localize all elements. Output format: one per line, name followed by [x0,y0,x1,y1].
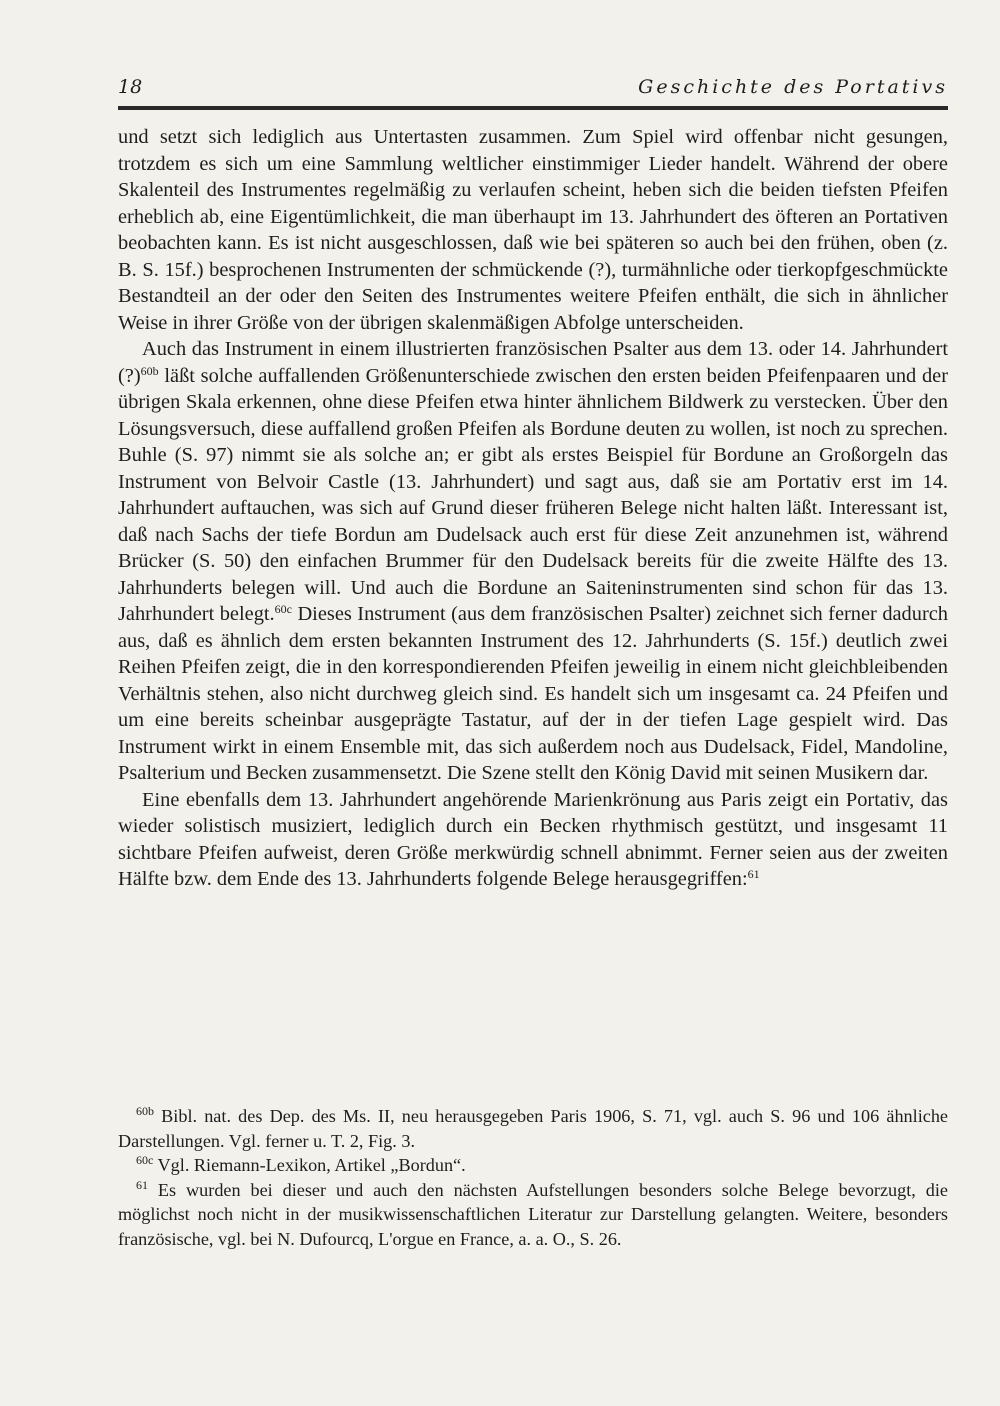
paragraph-1 [118,124,948,336]
footnote-60c [118,1153,948,1178]
paragraph-1-text: und setzt sich lediglich aus Untertasten zusammen. Zum Spiel wird offenbar nicht gesungen, trotzdem es sich um eine Sammlung weltlicher einstimmiger Lieder handelt. Während der obere Skalenteil des Instrumentes regelmäßig zu verlaufen scheint, heben sich die beiden tiefsten Pfeifen erheblich ab, eine Eigentümlichkeit, die man überhaupt im 13. Jahrhundert des öfteren an Portativen beobachten kann. Es ist nicht ausgeschlossen, daß wie bei späteren so auch bei den frühen, oben (z. B. S. 15f.) besprochenen Instrumenten der schmückende (?), turmähnliche oder tierkopfgeschmückte Bestandteil an der oder den Seiten des Instrumentes weitere Pfeifen enthält, die sich in ähnlicher Weise in ihrer Größe von der übrigen skalenmäßigen Abfolge unterscheiden. [118,126,948,334]
footnote-mark: 60b [136,1104,154,1118]
paragraph-2 [118,336,948,787]
footnote-mark: 60c [136,1153,154,1167]
footnote-text: Es wurden bei dieser und auch den nächsten Aufstellungen besonders solche Belege bevorzugt, die möglichst noch nicht in der musikwissenschaftlichen Literatur zur Darstellung gelangten. Weitere, besonders französische, vgl. bei N. Dufourcq, L'orgue en France, a. a. O., S. 26. [118,1179,948,1249]
footnote-61 [118,1178,948,1252]
paragraph-3-text: Eine ebenfalls dem 13. Jahrhundert angehörende Marienkrönung aus Paris zeigt ein Portativ, das wieder solistisch musiziert, lediglich durch ein Becken rhythmisch gestützt, und insgesamt 11 sichtbare Pfeifen aufweist, deren Größe merkwürdig schnell abnimmt. Ferner seien aus der zweiten Hälfte bzw. dem Ende des 13. Jahrhunderts folgende Belege herausgegriffen: [118,788,948,890]
footnote-ref-60b[interactable]: 60b [140,363,159,378]
paragraph-2-text-a: Auch das Instrument in einem illustrierten französischen Psalter aus dem 13. oder 14. Jahrhundert (?) [118,338,948,387]
footnote-60b [118,1104,948,1153]
page-header [118,76,948,102]
paragraph-2-text-c: Dieses Instrument (aus dem französischen Psalter) zeichnet sich ferner dadurch aus, daß es ähnlich dem ersten bekannten Instrument des 12. Jahrhunderts (S. 15f.) deutlich zwei Reihen Pfeifen zeigt, die in den korrespondierenden Pfeifen jeweilig in einem nicht gleichbleibenden Verhältnis stehen, also nicht durchweg gleich sind. Es handelt sich um insgesamt ca. 24 Pfeifen und um eine bereits scheinbar ausgeprägte Tastatur, auf der in der tiefen Lage gespielt wird. Das Instrument wirkt in einem Ensemble mit, das sich außerdem noch aus Dudelsack, Fidel, Mandoline, Psalterium und Becken zusammensetzt. Die Szene stellt den König David mit seinen Musikern dar. [118,603,948,784]
paragraph-2-text-b: läßt solche auffallenden Größenunterschiede zwischen den ersten beiden Pfeifenpaaren und der übrigen Skala erkennen, ohne diese Pfeifen etwa hinter ähnlichem Bildwerk zu verstecken. Über den Lösungsversuch, diese auffallend großen Pfeifen als Bordune deuten zu wollen, ist noch zu sprechen. Buhle (S. 97) nimmt sie als solche an; er gibt als erstes Beispiel für Bordune an Großorgeln das Instrument von Belvoir Castle (13. Jahrhundert) und sagt aus, daß sie am Portativ erst im 14. Jahrhundert auftauchen, was sich auf Grund dieser früheren Belege nicht halten läßt. Interessant ist, daß nach Sachs der tiefe Bordun am Dudelsack auch erst für diese Zeit anzunehmen ist, während Brücker (S. 50) den einfachen Brummer für den Dudelsack bereits für die zweite Hälfte des 13. Jahrhunderts belegen will. Und auch die Bordune an Saiteninstrumenten sind schon für das 13. Jahrhundert belegt. [118,364,948,625]
footnote-text: Vgl. Riemann-Lexikon, Artikel „Bordun“. [153,1155,466,1175]
footnote-mark: 61 [136,1177,148,1192]
running-title: Geschichte des Portativs [638,76,948,98]
header-rule [118,106,948,110]
page-number: 18 [118,76,143,98]
main-text [118,124,948,893]
footnote-ref-60c[interactable]: 60c [274,602,292,616]
footnote-ref-61[interactable]: 61 [747,867,760,881]
footnotes [118,1104,948,1251]
paragraph-3 [118,787,948,893]
footnote-text: Bibl. nat. des Dep. des Ms. II, neu herausgegeben Paris 1906, S. 71, vgl. auch S. 96 und 106 ähnliche Darstellungen. Vgl. ferner u. T. 2, Fig. 3. [118,1106,948,1151]
